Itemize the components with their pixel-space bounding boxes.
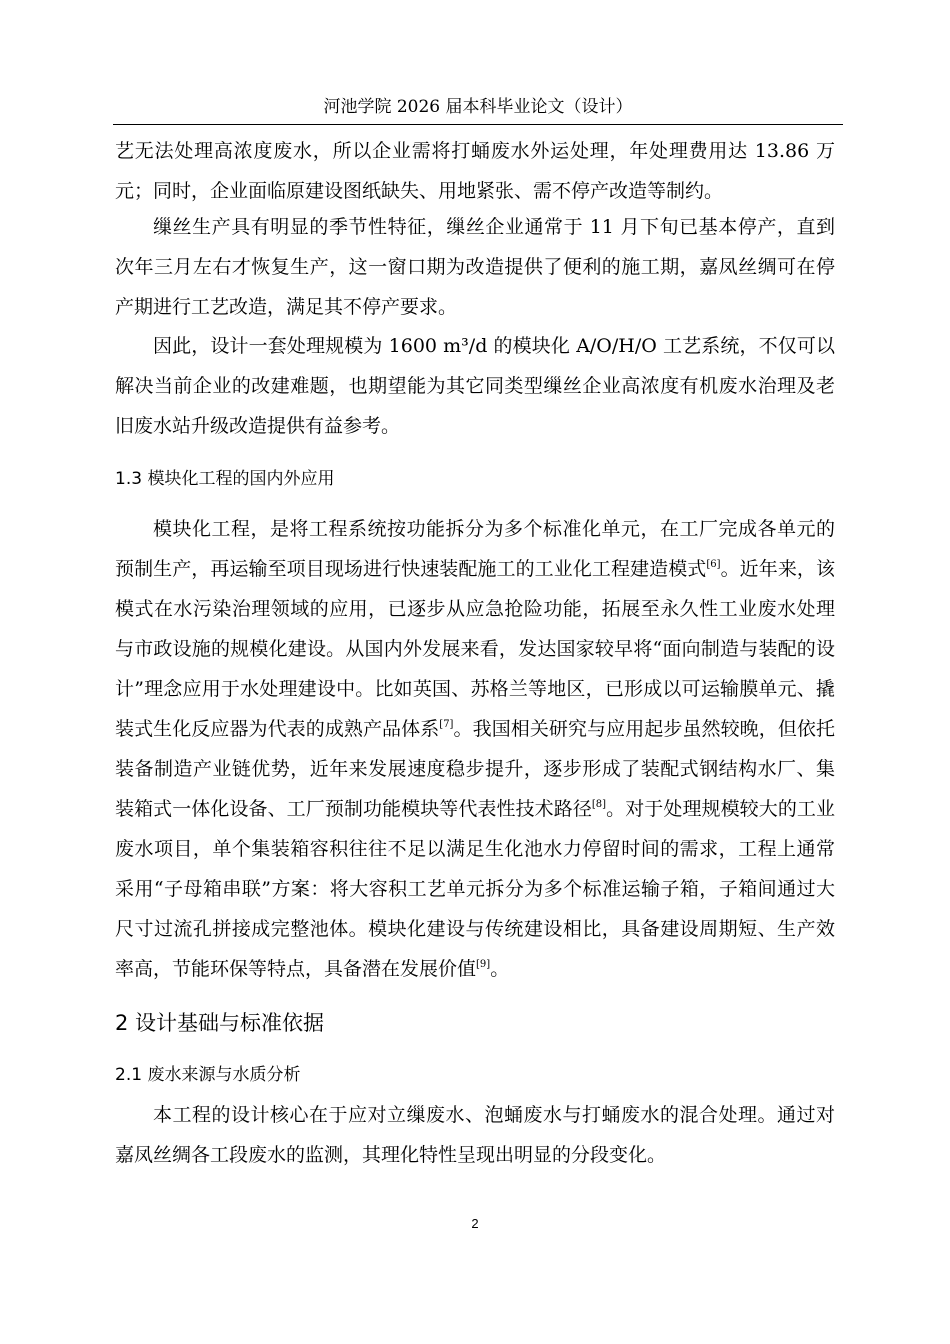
section-heading-2-1: 2.1 废水来源与水质分析 xyxy=(115,1065,301,1085)
citation-8: [8] xyxy=(591,799,607,810)
citation-6: [6] xyxy=(706,559,721,570)
paragraph-text: 模块化工程，是将工程系统按功能拆分为多个标准化单元，在工厂完成各单元的预制生产，再运输至项目现场进行快速装配施工的工业化工程建造模式 xyxy=(115,518,835,580)
paragraph-design-goal: 因此，设计一套处理规模为 1600 m³/d 的模块化 A/O/H/O 工艺系统，不仅可以解决当前企业的改建难题，也期望能为其它同类型缫丝企业高浓度有机废水治理及老旧废水站升级改造提供有益参考。 xyxy=(115,335,835,437)
chapter-heading-2: 2 设计基础与标准依据 xyxy=(115,1011,325,1035)
citation-9: [9] xyxy=(476,959,491,970)
paragraph-text: 。近年来，该模式在水污染治理领域的应用，已逐步从应急抢险功能，拓展至永久性工业废水处理与市政设施的规模化建设。从国内外发展来看，发达国家较早将“面向制造与装配的设计”理念应用于水处理建设中。比如英国、苏格兰等地区，已形成以可运输膜单元、撬装式生化反应器为代表的成熟产品体系 xyxy=(115,558,835,740)
header-rule xyxy=(113,124,843,125)
paragraph-wastewater-source: 本工程的设计核心在于应对立缫废水、泡蛹废水与打蛹废水的混合处理。通过对嘉凤丝绸各工段废水的监测，其理化特性呈现出明显的分段变化。 xyxy=(115,1104,835,1166)
page-number: 2 xyxy=(471,1216,479,1231)
page-header: 河池学院 2026 届本科毕业论文（设计） xyxy=(323,97,633,117)
paragraph-seasonal: 缫丝生产具有明显的季节性特征，缫丝企业通常于 11 月下旬已基本停产，直到次年三月左右才恢复生产，这一窗口期为改造提供了便利的施工期，嘉凤丝绸可在停产期进行工艺改造，满足其不停产要求。 xyxy=(115,216,835,318)
paragraph-text: 。对于处理规模较大的工业废水项目，单个集装箱容积往往不足以满足生化池水力停留时间的需求，工程上通常采用“子母箱串联”方案：将大容积工艺单元拆分为多个标准运输子箱，子箱间通过大尺寸过流孔拼接成完整池体。模块化建设与传统建设相比，具备建设周期短、生产效率高，节能环保等特点，具备潜在发展价值 xyxy=(115,798,835,980)
paragraph-text: 。我国相关研究与应用起步虽然较晚，但依托装备制造产业链优势，近年来发展速度稳步提升，逐步形成了装配式钢结构水厂、集装箱式一体化设备、工厂预制功能模块等代表性技术路径 xyxy=(115,718,835,820)
paragraph-text: 。 xyxy=(490,958,510,980)
section-heading-1-3: 1.3 模块化工程的国内外应用 xyxy=(115,469,335,489)
paragraph-modular-engineering xyxy=(115,509,835,989)
citation-7: [7] xyxy=(439,719,454,730)
paragraph-continuation: 艺无法处理高浓度废水，所以企业需将打蛹废水外运处理，年处理费用达 13.86 万元；同时，企业面临原建设图纸缺失、用地紧张、需不停产改造等制约。 xyxy=(115,140,835,202)
